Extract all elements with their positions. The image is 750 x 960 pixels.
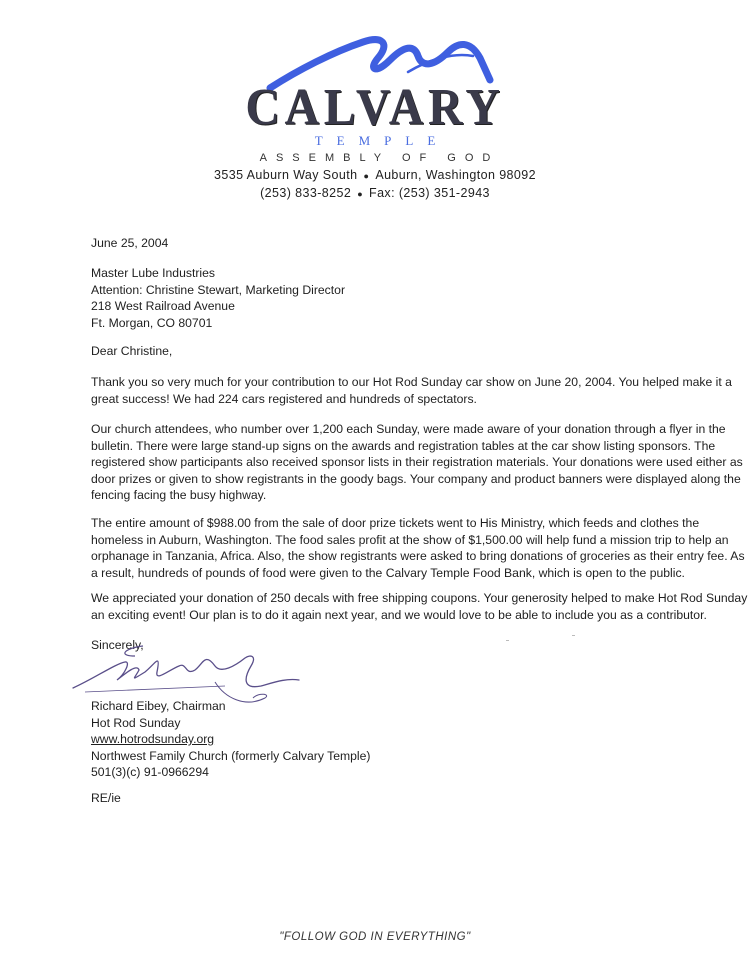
denomination: ASSEMBLY OF GOD — [259, 152, 500, 164]
typist-initials: RE/ie — [91, 791, 121, 805]
signer-church: Northwest Family Church (formerly Calvary Temple) — [91, 748, 371, 763]
letterhead-contact — [0, 186, 750, 200]
fax-number: Fax: (253) 351-2943 — [369, 186, 490, 200]
paragraph-line: great success! We had 224 cars registered and hundreds of spectators. — [91, 391, 477, 406]
paragraph-line: registered show participants also received sponsor lists in their registration materials. Your donations were used either as — [91, 455, 743, 469]
signer-organization: Hot Rod Sunday — [91, 715, 181, 730]
letter-date: June 25, 2004 — [91, 236, 169, 250]
letter-paragraph-3 — [91, 515, 745, 581]
address-city: Auburn, Washington 98092 — [375, 168, 536, 182]
bullet-icon: ● — [357, 188, 364, 199]
address-street: 3535 Auburn Way South — [214, 168, 358, 182]
scan-speck — [506, 640, 509, 641]
recipient-line: Attention: Christine Stewart, Marketing Director — [91, 282, 346, 297]
paragraph-line: orphanage in Tanzania, Africa. Also, the show registrants were asked to bring donations of groceries as their entry fee. As — [91, 549, 745, 563]
signer-name: Richard Eibey, Chairman — [91, 699, 226, 713]
recipient-line: Master Lube Industries — [91, 266, 215, 280]
letter-greeting: Dear Christine, — [91, 344, 173, 358]
paragraph-line: fencing facing the busy highway. — [91, 488, 267, 502]
recipient-address — [91, 265, 681, 331]
letter-paragraph-4 — [91, 590, 748, 623]
bullet-icon: ● — [363, 170, 370, 181]
paragraph-line: homeless in Auburn, Washington. The food sales profit at the show of $1,500.00 will help fund a mission trip to help an — [91, 532, 729, 547]
letter-closing: Sincerely, — [91, 638, 144, 652]
organization-subtitle: TEMPLE — [314, 133, 450, 148]
letter-paragraph-1 — [91, 374, 732, 407]
letterhead-address — [0, 168, 750, 182]
paragraph-line: The entire amount of $988.00 from the sale of door prize tickets went to His Ministry, which feeds and clothes the — [91, 516, 700, 530]
paragraph-line: Our church attendees, who number over 1,200 each Sunday, were made aware of your donation through a flyer in the — [91, 422, 726, 436]
paragraph-line: an exciting event! Our plan is to do it again next year, and we would love to be able to include you as a contributor. — [91, 607, 707, 622]
phone-number: (253) 833-8252 — [260, 186, 352, 200]
footer-motto: "FOLLOW GOD IN EVERYTHING" — [279, 931, 471, 943]
letterhead — [0, 0, 750, 205]
signer-tax-id: 501(3)(c) 91-0966294 — [91, 765, 209, 779]
signer-block — [91, 698, 681, 781]
paragraph-line: Thank you so very much for your contribution to our Hot Rod Sunday car show on June 20, 2004. You helped make it a — [91, 375, 732, 389]
signer-website-link[interactable]: www.hotrodsunday.org — [91, 732, 215, 746]
scan-speck — [572, 635, 575, 636]
paragraph-line: a result, hundreds of pounds of food were given to the Calvary Temple Food Bank, which is open to the public. — [91, 565, 685, 580]
organization-name: CALVARY — [245, 79, 505, 136]
paragraph-line: bulletin. There were large stand-up signs on the awards and registration tables at the car show listing sponsors. The — [91, 438, 716, 453]
paragraph-line: We appreciated your donation of 250 decals with free shipping coupons. Your generosity helped to make Hot Rod Sunday — [91, 591, 748, 605]
recipient-line: 218 West Railroad Avenue — [91, 299, 235, 313]
paragraph-line: door prizes or given to show registrants in the goody bags. Your company and product banners were displayed along the — [91, 471, 741, 486]
recipient-line: Ft. Morgan, CO 80701 — [91, 315, 213, 330]
letter-paragraph-2 — [91, 421, 743, 504]
